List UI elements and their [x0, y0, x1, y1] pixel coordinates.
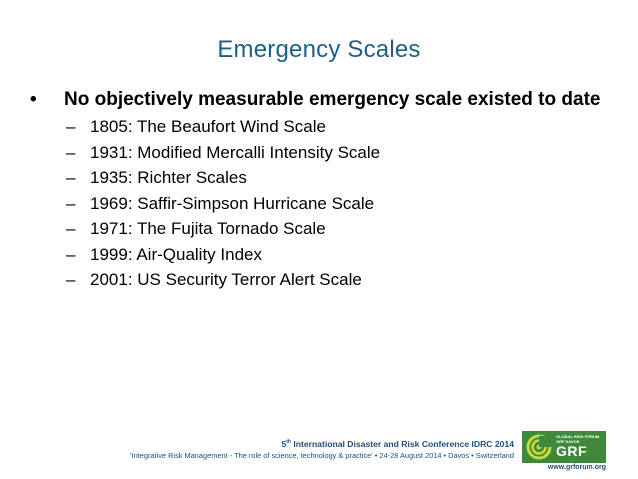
list-item [66, 245, 380, 271]
dash-icon: – [66, 219, 76, 238]
grf-logo [522, 431, 606, 463]
dash-icon: – [66, 168, 76, 187]
main-bullet [30, 89, 622, 111]
grf-logo-text [554, 435, 599, 459]
slide-title: Emergency Scales [217, 36, 421, 63]
footer-conference-ordinal: th [286, 439, 291, 445]
dash-icon: – [66, 270, 76, 289]
list-item [66, 219, 380, 245]
dash-icon: – [66, 117, 76, 136]
footer-conference [40, 436, 514, 450]
logo-small-line1: GLOBAL RISK FORUM [556, 434, 600, 439]
sub-bullet-list [66, 117, 380, 296]
list-item-text: 2001: US Security Terror Alert Scale [90, 270, 362, 289]
bullet-dot-icon: • [30, 89, 37, 110]
list-item-text: 1935: Richter Scales [90, 168, 247, 187]
footer-tagline: 'Integrative Risk Management - The role of science, technology & practice' • 24-28 August 2014 • Davos • Switzerland [130, 450, 514, 460]
grf-logo-icon [522, 431, 554, 463]
footer [40, 436, 514, 462]
main-bullet-text: No objectively measurable emergency scale existed to date [64, 89, 601, 110]
list-item-text: 1971: The Fujita Tornado Scale [90, 219, 326, 238]
list-item [66, 143, 380, 169]
list-item-text: 1931: Modified Mercalli Intensity Scale [90, 142, 381, 162]
footer-conference-number: 5 [281, 438, 287, 449]
logo-url: www.grforum.org [547, 464, 606, 471]
list-item [66, 194, 380, 220]
list-item-text: 1805: The Beaufort Wind Scale [90, 117, 326, 136]
dash-icon: – [66, 142, 76, 162]
dash-icon: – [66, 193, 76, 213]
footer-conference-name: International Disaster and Risk Conference IDRC 2014 [290, 438, 514, 449]
logo-big-text: GRF [556, 443, 588, 459]
list-item-text: 1999: Air-Quality Index [90, 244, 262, 264]
list-item-text: 1969: Saffir-Simpson Hurricane Scale [90, 193, 375, 213]
list-item [66, 117, 380, 143]
dash-icon: – [66, 244, 76, 264]
logo-small-line2: GRF DAVOS [556, 438, 580, 444]
list-item [66, 270, 380, 296]
list-item [66, 168, 380, 194]
